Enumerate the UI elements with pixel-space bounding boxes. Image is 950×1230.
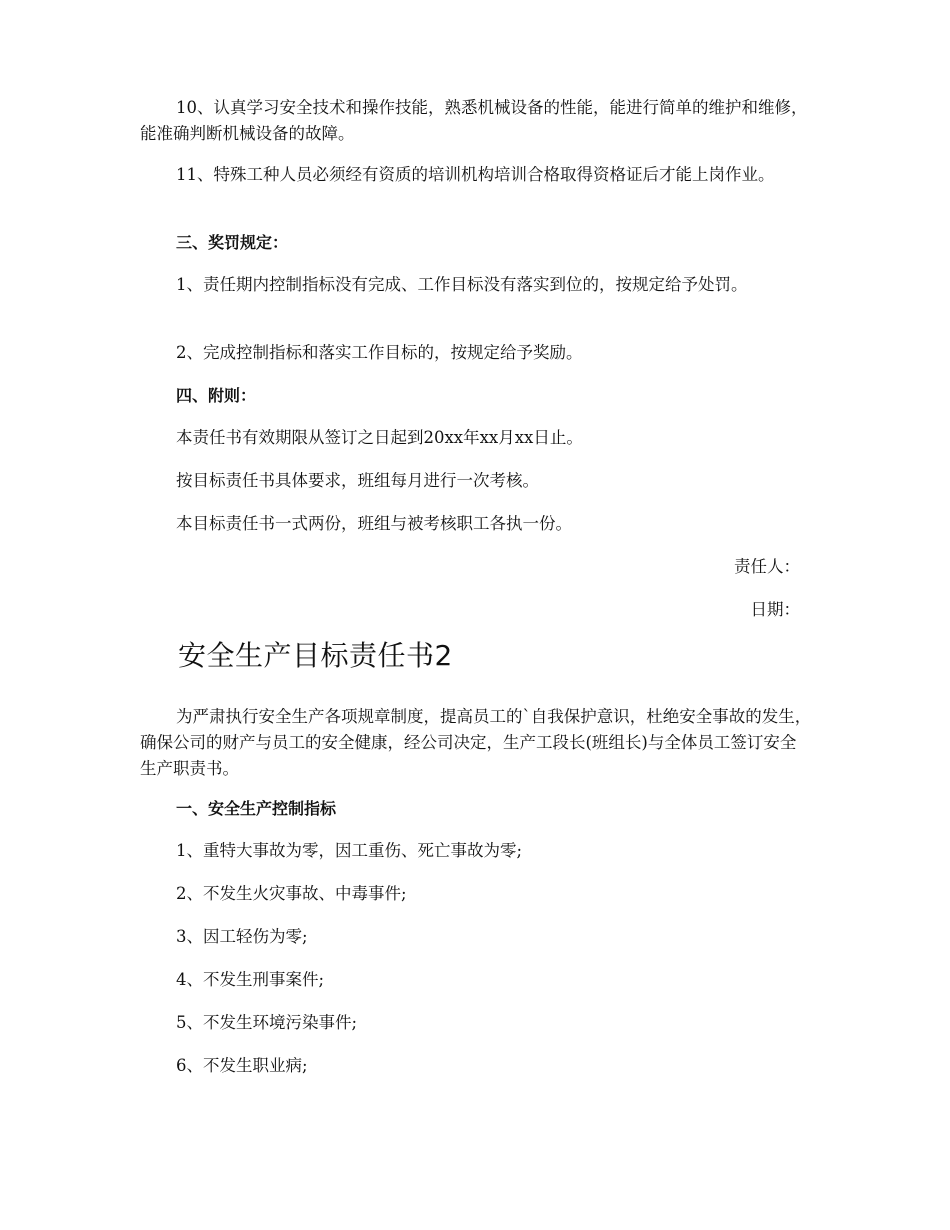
section-heading-control-targets: 一、安全生产控制指标	[176, 799, 337, 818]
signature-person-label: 责任人：	[734, 557, 800, 576]
document-title-2: 安全生产目标责任书2	[178, 639, 453, 672]
intro-paragraph: 为严肃执行安全生产各项规章制度，提高员工的`自我保护意识，杜绝安全事故的发生，确保公司的财产与员工的安全健康，经公司决定，生产工段长(班组长)与全体员工签订安全生产职责书。	[140, 707, 812, 778]
appendix-copies: 本目标责任书一式两份，班组与被考核职工各执一份。	[176, 514, 572, 533]
section-heading-appendix: 四、附则：	[176, 386, 257, 405]
paragraph-penalty: 1、责任期内控制指标没有完成、工作目标没有落实到位的，按规定给予处罚。	[176, 275, 748, 294]
list-item: 4、不发生刑事案件;	[176, 970, 325, 989]
list-item: 1、重特大事故为零，因工重伤、死亡事故为零;	[176, 841, 523, 860]
paragraph-item-11: 11、特殊工种人员必须经有资质的培训机构培训合格取得资格证后才能上岗作业。	[176, 165, 775, 184]
list-item: 2、不发生火灾事故、中毒事件;	[176, 884, 407, 903]
paragraph-item-10: 10、认真学习安全技术和操作技能，熟悉机械设备的性能，能进行简单的维护和维修，能准确判断机械设备的故障。	[140, 98, 808, 143]
section-heading-rewards: 三、奖罚规定：	[176, 233, 289, 252]
appendix-assessment: 按目标责任书具体要求，班组每月进行一次考核。	[176, 471, 539, 490]
list-item: 5、不发生环境污染事件;	[176, 1013, 358, 1032]
signature-date-label: 日期：	[750, 600, 800, 619]
appendix-validity: 本责任书有效期限从签订之日起到20xx年xx月xx日止。	[176, 428, 583, 447]
list-item: 3、因工轻伤为零;	[176, 927, 308, 946]
list-item: 6、不发生职业病;	[176, 1056, 308, 1075]
paragraph-reward: 2、完成控制指标和落实工作目标的，按规定给予奖励。	[176, 343, 583, 362]
